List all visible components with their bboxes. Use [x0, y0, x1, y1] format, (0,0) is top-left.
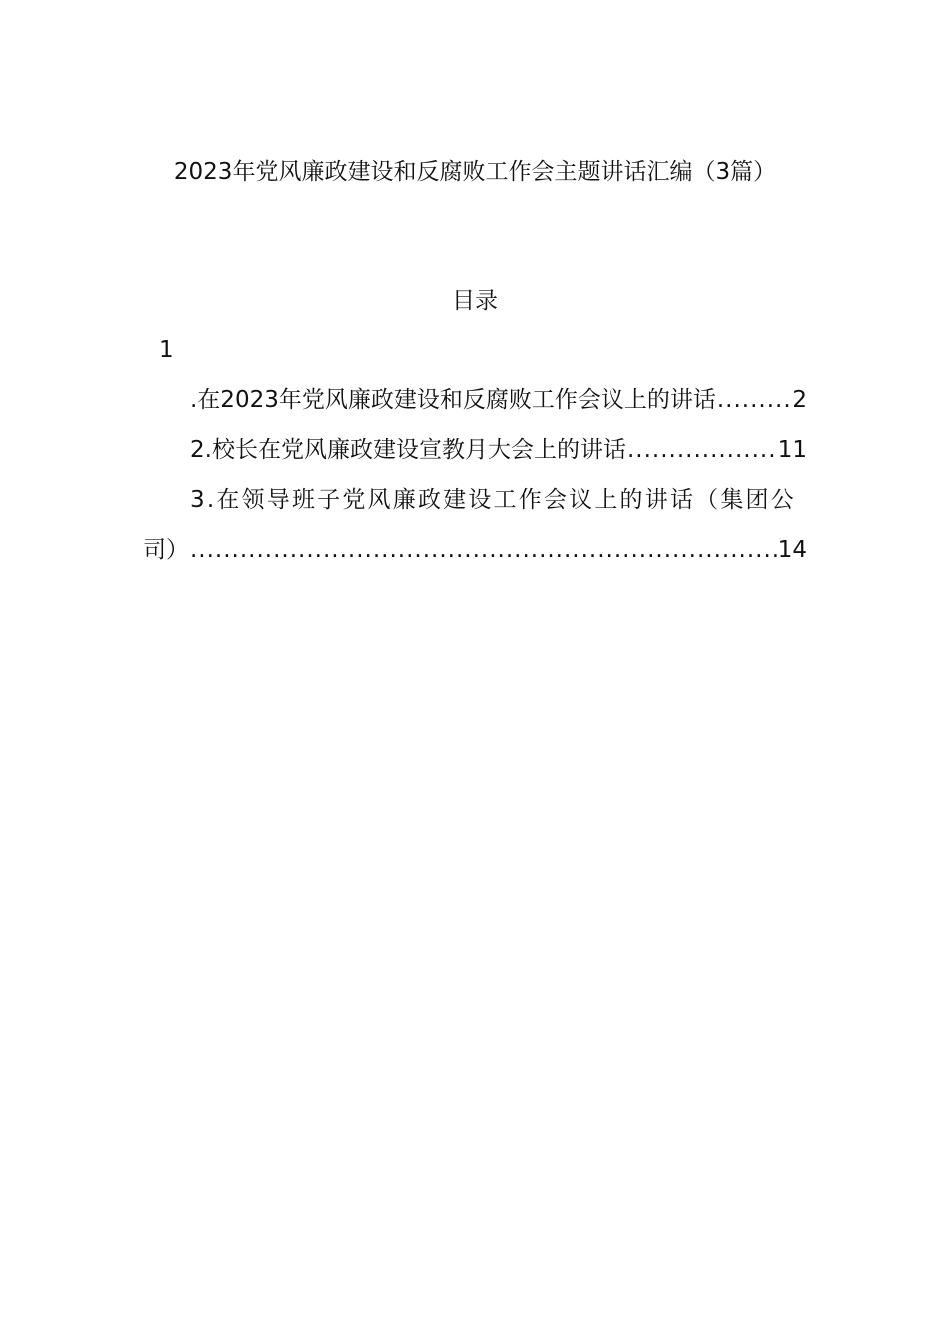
toc-entry-number: 1	[159, 337, 174, 363]
toc-leader-dots	[717, 382, 792, 418]
toc-entry-page: 14	[777, 537, 807, 563]
toc-entry-1[interactable]	[190, 382, 807, 418]
toc-entry-title: .在2023年党风廉政建设和反腐败工作会议上的讲话	[190, 387, 716, 413]
toc-heading: 目录	[452, 288, 498, 314]
toc-entry-3-line-1[interactable]: 3.在领导班子党风廉政建设工作会议上的讲话（集团公	[190, 487, 796, 513]
document-title: 2023年党风廉政建设和反腐败工作会主题讲话汇编（3篇）	[173, 159, 777, 185]
toc-entry-title: 司）	[143, 537, 189, 563]
toc-entry-2[interactable]	[190, 432, 807, 468]
toc-entry-page: 11	[777, 437, 807, 463]
toc-entry-title: 2.校长在党风廉政建设宣教月大会上的讲话	[190, 437, 626, 463]
toc-entry-3-line-2[interactable]	[143, 532, 807, 568]
toc-entry-page: 2	[792, 387, 807, 413]
toc-leader-dots	[190, 532, 777, 568]
toc-leader-dots	[627, 432, 777, 468]
